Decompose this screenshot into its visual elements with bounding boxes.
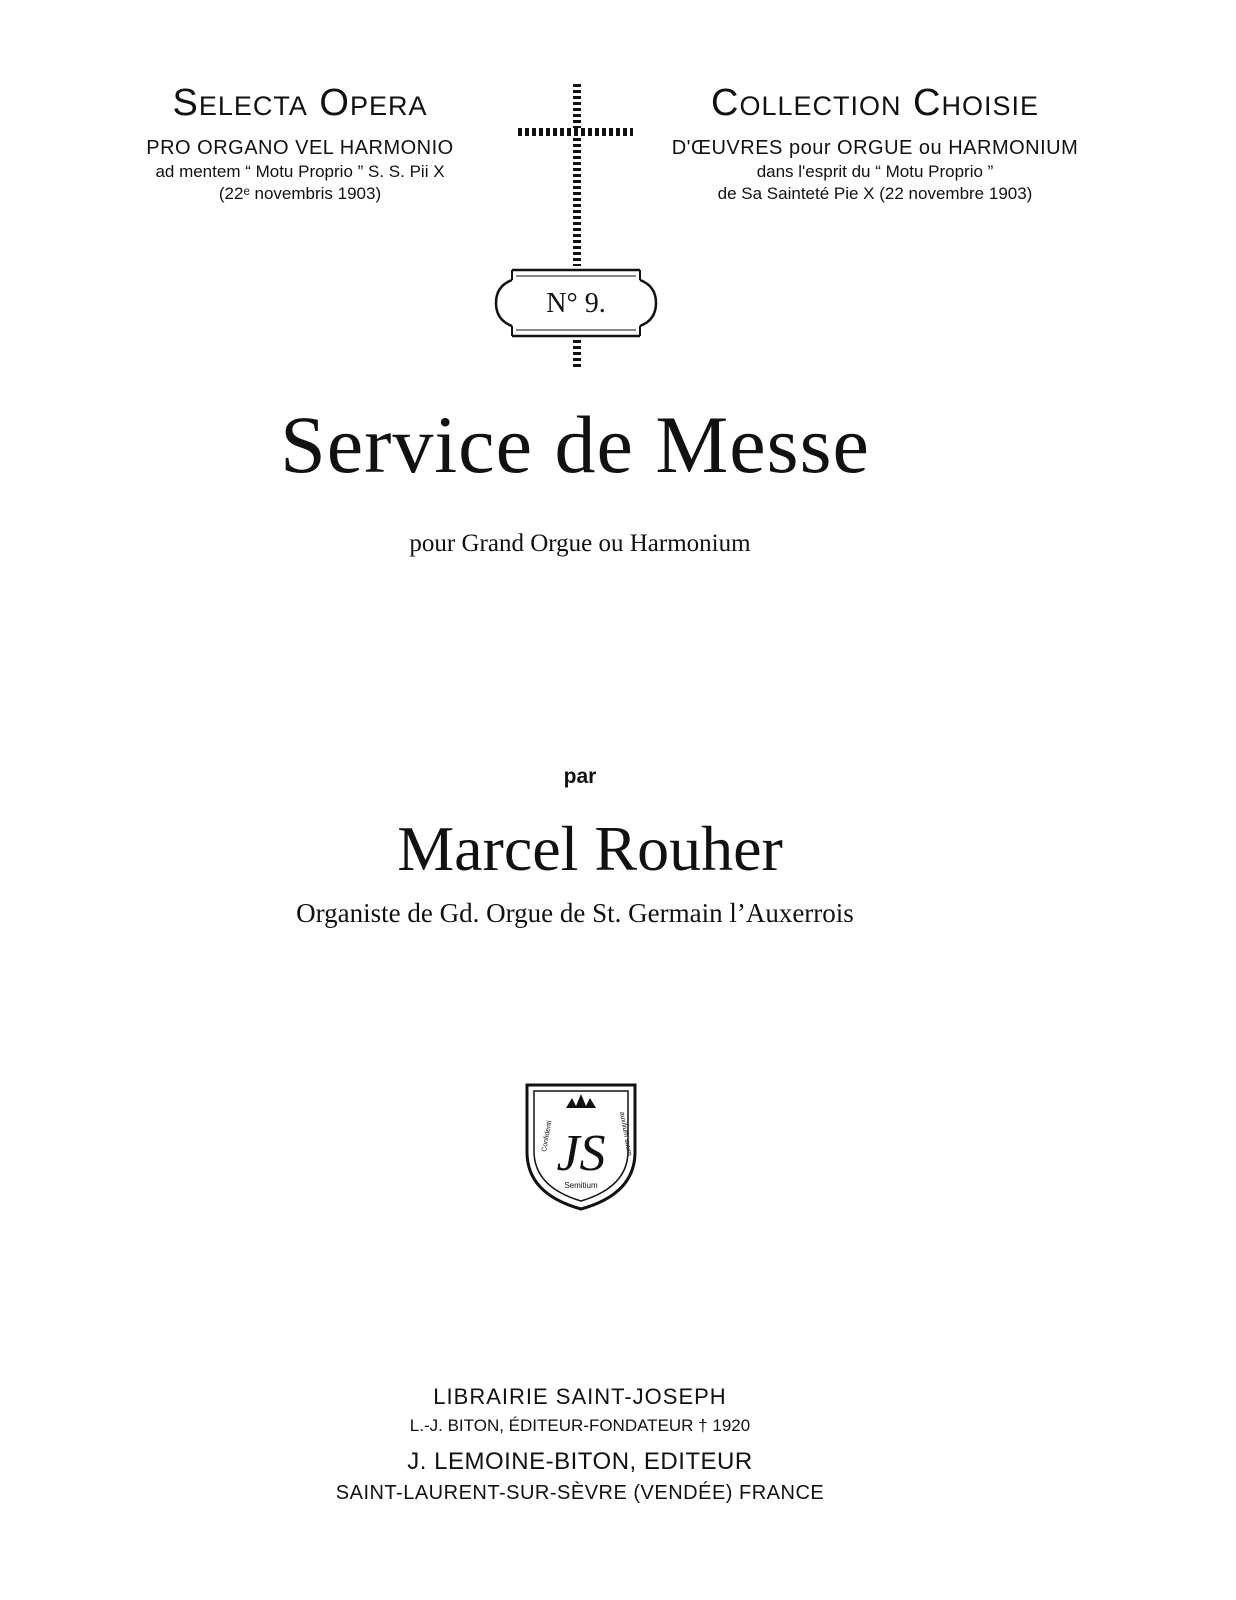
series-note-latin: ad mentem “ Motu Proprio ” S. S. Pii X (155, 162, 445, 181)
collection-number: N° 9. (546, 288, 606, 319)
number-cartouche (492, 266, 660, 340)
series-subtitle-french: D'ŒUVRES pour ORGUE ou HARMONIUM (671, 137, 1079, 159)
series-date-french: de Sa Sainteté Pie X (22 novembre 1903) (717, 184, 1033, 203)
emblem-motto-left: Confidenti (541, 1120, 554, 1153)
publisher-name: LIBRAIRIE SAINT-JOSEPH (433, 1384, 727, 1409)
series-note-french: dans l'esprit du “ Motu Proprio ” (756, 162, 994, 181)
emblem-motto-bottom: Semitium (564, 1181, 598, 1190)
page-title: Service de Messe (280, 399, 870, 490)
publisher-editor: J. LEMOINE-BITON, EDITEUR (407, 1448, 753, 1475)
header-right (640, 82, 1110, 204)
header-left (80, 82, 520, 204)
series-title-french: Collection Choisie (711, 82, 1039, 124)
emblem-monogram: JS (556, 1125, 606, 1182)
publisher-address: SAINT-LAURENT-SUR-SÈVRE (VENDÉE) FRANCE (335, 1482, 825, 1504)
ornament-cross-vertical (573, 84, 581, 266)
composer-name: Marcel Rouher (397, 813, 783, 884)
emblem-motto-right: auxilium suum (618, 1111, 633, 1157)
ornament-cross-foot (573, 340, 581, 370)
publisher-block (0, 1384, 1160, 1505)
by-label: par (563, 765, 597, 788)
series-subtitle-latin: PRO ORGANO VEL HARMONIO (146, 137, 454, 159)
series-date-latin: (22ᵉ novembris 1903) (218, 184, 382, 203)
page-subtitle: pour Grand Orgue ou Harmonium (409, 530, 751, 557)
series-title-latin: Selecta Opera (172, 82, 428, 124)
ornament-cross-horizontal (518, 128, 633, 136)
publisher-crest-icon (524, 1082, 638, 1212)
publisher-founder: L.-J. BITON, ÉDITEUR-FONDATEUR † 1920 (409, 1416, 751, 1435)
composer-role: Organiste de Gd. Orgue de St. Germain l’Auxerrois (296, 898, 854, 928)
